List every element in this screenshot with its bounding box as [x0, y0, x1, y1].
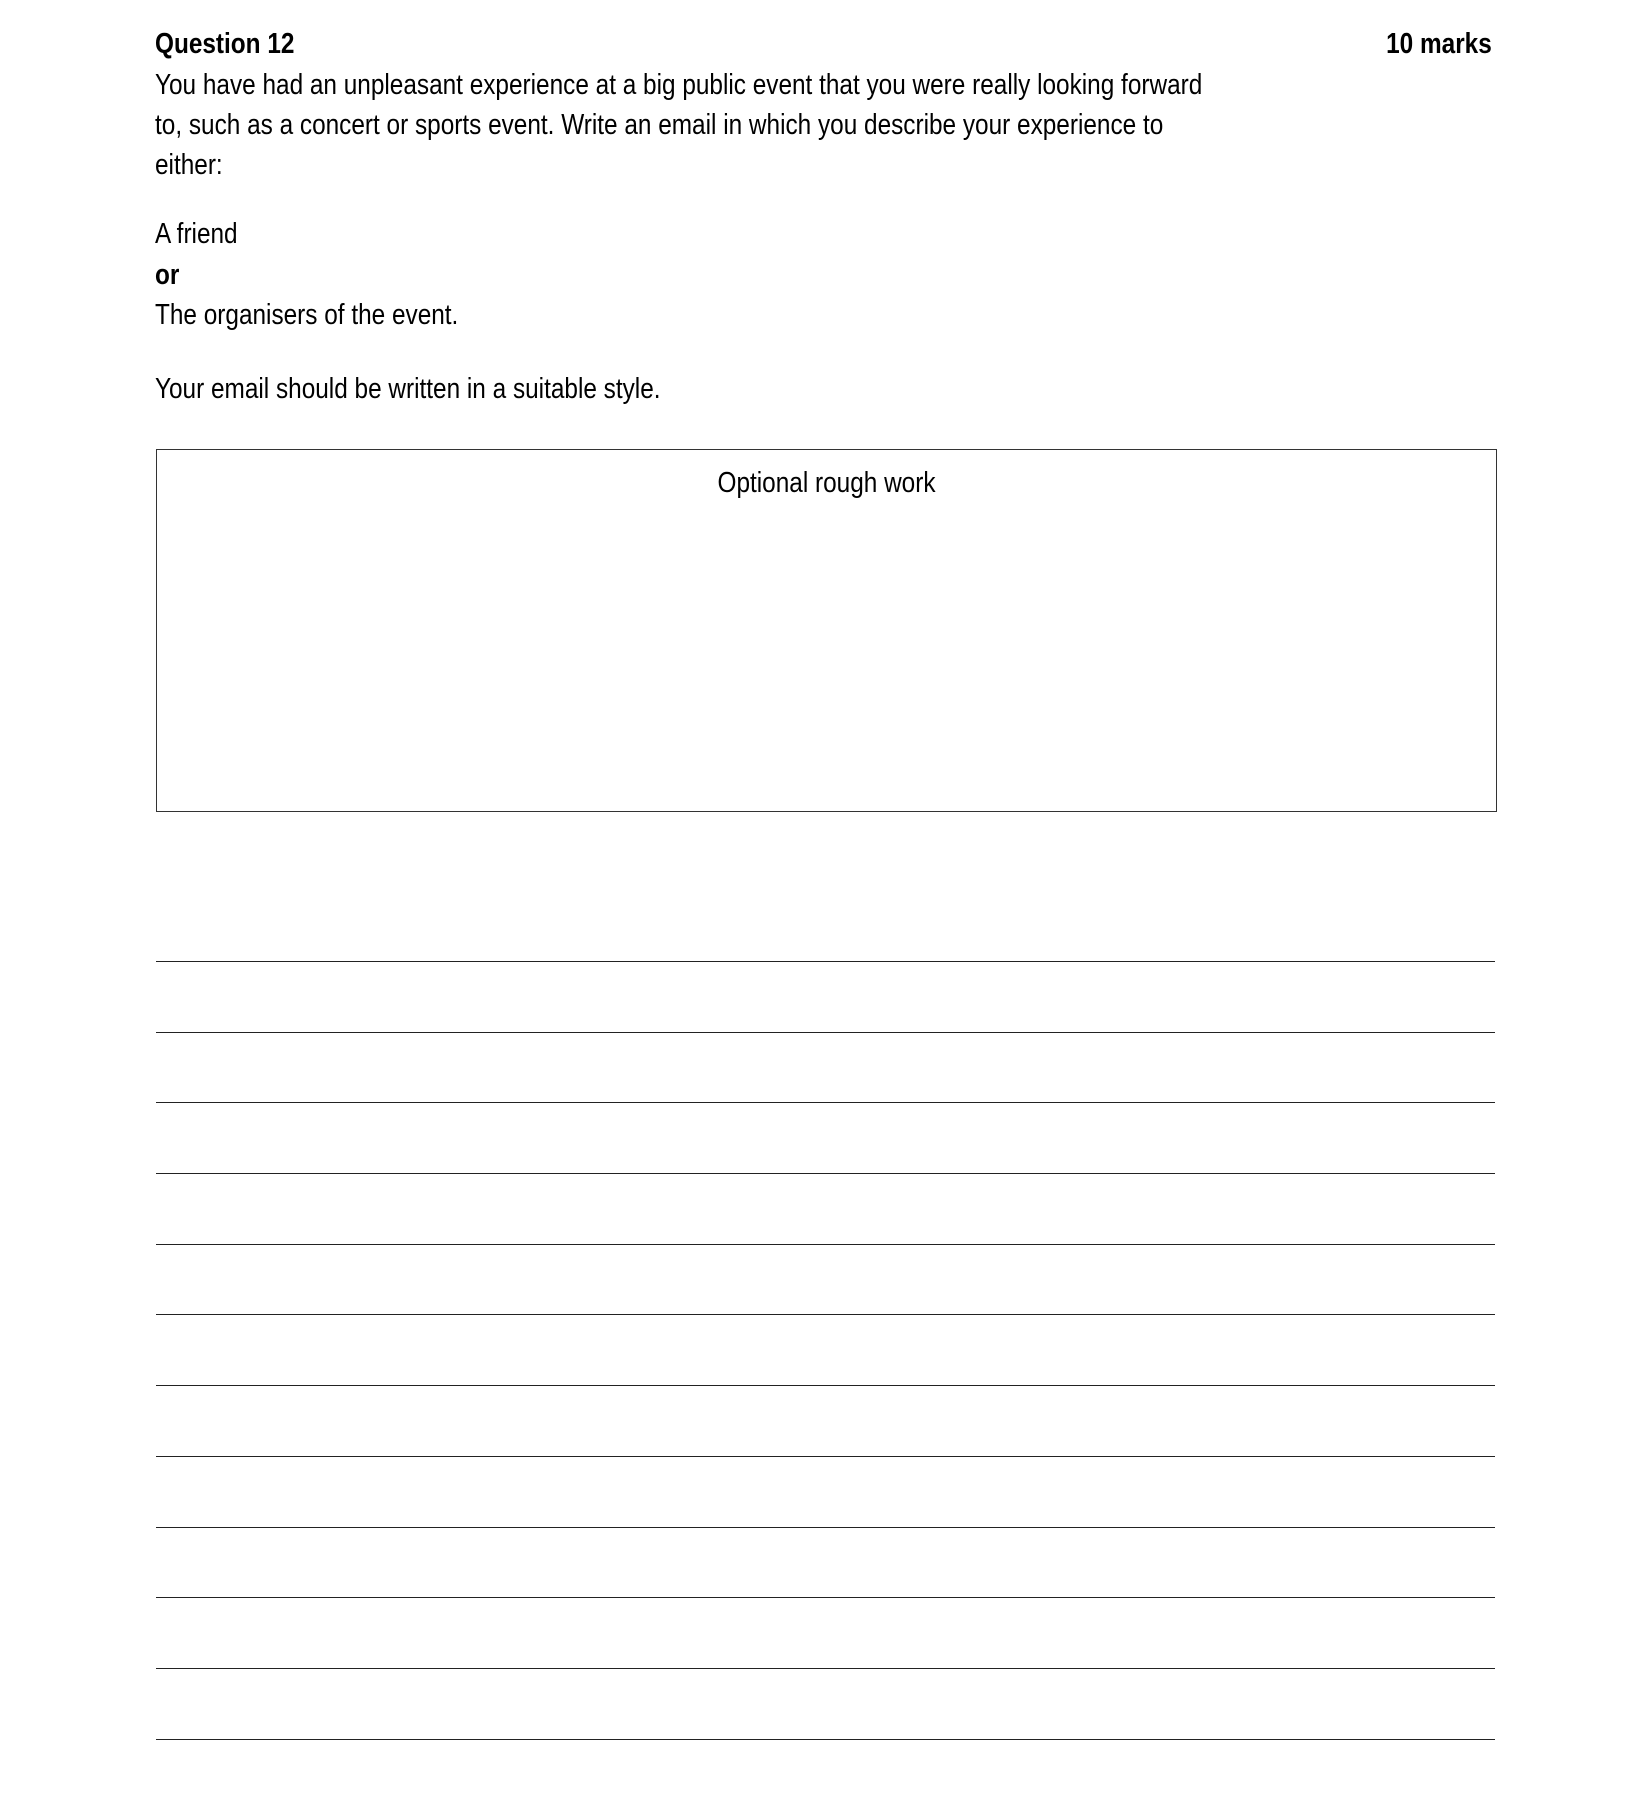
answer-line[interactable] — [156, 1668, 1495, 1669]
rough-work-label: Optional rough work — [717, 467, 936, 499]
answer-line[interactable] — [156, 1314, 1495, 1315]
prompt-line-1: You have had an unpleasant experience at a big public event that you were really looking forward — [155, 69, 1203, 101]
answer-line[interactable] — [156, 1244, 1495, 1245]
answer-line[interactable] — [156, 1173, 1495, 1174]
option-friend: A friend — [155, 218, 238, 250]
option-organisers: The organisers of the event. — [155, 299, 459, 331]
prompt-line-3: either: — [155, 149, 223, 181]
prompt-line-2: to, such as a concert or sports event. Write an email in which you describe your experience to — [155, 109, 1164, 141]
answer-line[interactable] — [156, 1527, 1495, 1528]
rough-work-box[interactable] — [156, 449, 1497, 812]
answer-line[interactable] — [156, 1032, 1495, 1033]
answer-line[interactable] — [156, 1597, 1495, 1598]
answer-line[interactable] — [156, 1102, 1495, 1103]
answer-line[interactable] — [156, 1456, 1495, 1457]
answer-line[interactable] — [156, 1739, 1495, 1740]
or-label: or — [155, 259, 180, 291]
style-note: Your email should be written in a suitable style. — [155, 373, 661, 405]
answer-line[interactable] — [156, 1385, 1495, 1386]
marks-label: 10 marks — [1386, 28, 1492, 60]
question-title: Question 12 — [155, 28, 295, 60]
answer-line[interactable] — [156, 961, 1495, 962]
